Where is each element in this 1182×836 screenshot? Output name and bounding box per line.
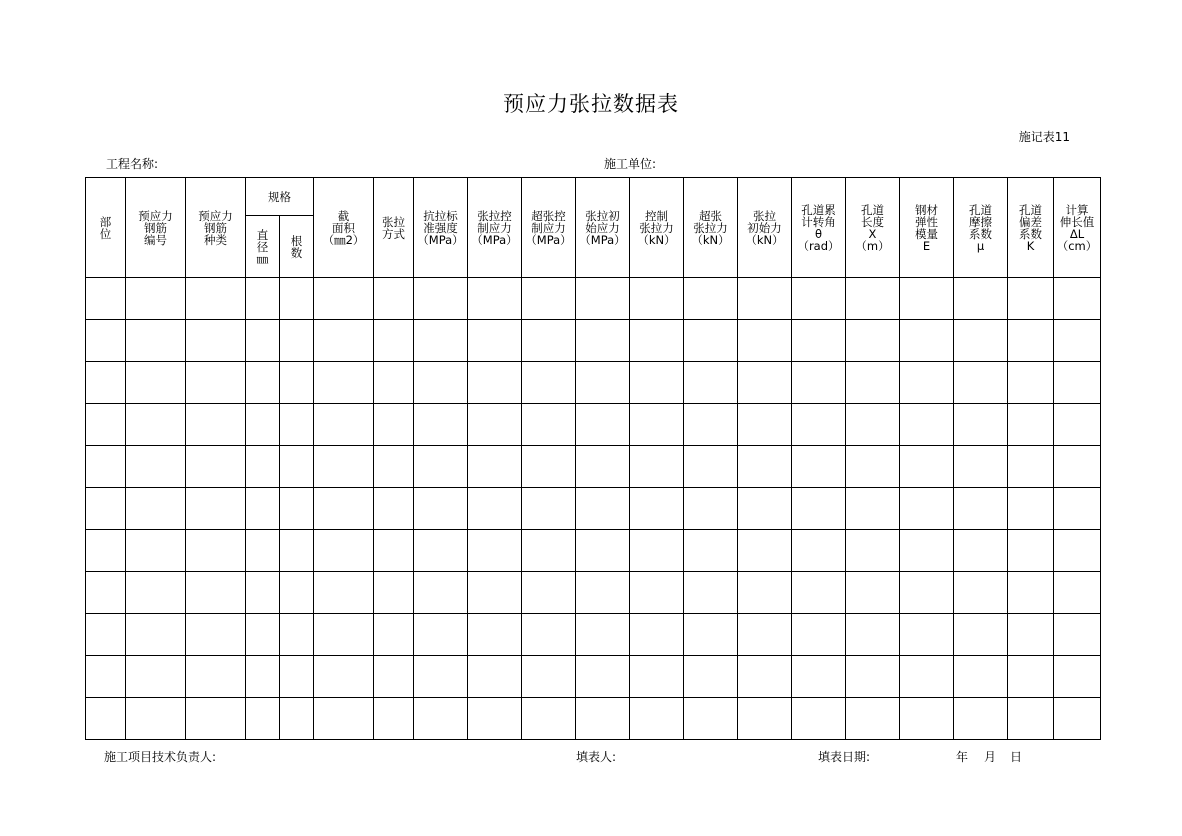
table-cell[interactable] (314, 278, 374, 320)
tech-lead-label: 施工项目技术负责人: (104, 750, 217, 764)
header-initial-stress: 张拉初 始应力 （MPa） (576, 178, 630, 278)
table-cell[interactable] (186, 278, 246, 320)
table-cell[interactable] (86, 320, 126, 362)
table-cell[interactable] (126, 572, 186, 614)
table-cell[interactable] (414, 362, 468, 404)
table-cell[interactable] (314, 446, 374, 488)
table-cell[interactable] (280, 572, 314, 614)
table-cell[interactable] (186, 404, 246, 446)
table-cell[interactable] (792, 320, 846, 362)
table-cell[interactable] (280, 656, 314, 698)
table-row (86, 446, 1101, 488)
table-cell[interactable] (738, 614, 792, 656)
table-cell[interactable] (246, 656, 280, 698)
table-cell[interactable] (846, 614, 900, 656)
table-cell[interactable] (1008, 698, 1054, 740)
date-month: 月 (984, 750, 997, 764)
table-cell[interactable] (280, 530, 314, 572)
table-cell[interactable] (126, 404, 186, 446)
table-cell[interactable] (522, 614, 576, 656)
table-cell[interactable] (900, 698, 954, 740)
table-cell[interactable] (738, 362, 792, 404)
table-cell[interactable] (846, 656, 900, 698)
table-cell[interactable] (684, 446, 738, 488)
table-cell[interactable] (522, 446, 576, 488)
table-cell[interactable] (900, 656, 954, 698)
table-cell[interactable] (314, 320, 374, 362)
table-cell[interactable] (86, 698, 126, 740)
table-cell[interactable] (86, 278, 126, 320)
table-cell[interactable] (126, 278, 186, 320)
table-cell[interactable] (792, 614, 846, 656)
table-cell[interactable] (1054, 320, 1101, 362)
table-cell[interactable] (468, 488, 522, 530)
date-day: 日 (1010, 750, 1023, 764)
table-cell[interactable] (954, 320, 1008, 362)
header-modulus: 钢材 弹性 模量 E (900, 178, 954, 278)
table-cell[interactable] (468, 698, 522, 740)
table-cell[interactable] (792, 530, 846, 572)
table-cell[interactable] (126, 530, 186, 572)
table-cell[interactable] (630, 656, 684, 698)
table-cell[interactable] (900, 614, 954, 656)
table-cell[interactable] (1008, 446, 1054, 488)
table-cell[interactable] (186, 698, 246, 740)
table-cell[interactable] (86, 404, 126, 446)
table-cell[interactable] (280, 614, 314, 656)
table-cell[interactable] (738, 446, 792, 488)
table-cell[interactable] (246, 278, 280, 320)
table-cell[interactable] (468, 320, 522, 362)
header-control-force: 控制 张拉力 （kN） (630, 178, 684, 278)
table-cell[interactable] (1008, 530, 1054, 572)
table-cell[interactable] (1054, 530, 1101, 572)
table-cell[interactable] (468, 362, 522, 404)
table-cell[interactable] (684, 614, 738, 656)
table-cell[interactable] (954, 404, 1008, 446)
table-cell[interactable] (684, 656, 738, 698)
table-cell[interactable] (630, 362, 684, 404)
header-deviation: 孔道 偏差 系数 K (1008, 178, 1054, 278)
header-friction: 孔道 摩擦 系数 μ (954, 178, 1008, 278)
table-cell[interactable] (280, 404, 314, 446)
table-cell[interactable] (314, 614, 374, 656)
table-cell[interactable] (468, 446, 522, 488)
table-cell[interactable] (846, 362, 900, 404)
table-cell[interactable] (126, 488, 186, 530)
table-cell[interactable] (374, 656, 414, 698)
construction-unit-label: 施工单位: (604, 157, 657, 171)
table-cell[interactable] (314, 404, 374, 446)
table-cell[interactable] (792, 278, 846, 320)
table-cell[interactable] (522, 404, 576, 446)
table-cell[interactable] (522, 320, 576, 362)
table-cell[interactable] (522, 278, 576, 320)
header-length: 孔道 长度 X （m） (846, 178, 900, 278)
table-cell[interactable] (738, 656, 792, 698)
table-cell[interactable] (86, 656, 126, 698)
table-cell[interactable] (126, 656, 186, 698)
table-cell[interactable] (576, 488, 630, 530)
fill-date-label: 填表日期: (818, 750, 871, 764)
table-cell[interactable] (738, 572, 792, 614)
table-cell[interactable] (86, 362, 126, 404)
table-row (86, 530, 1101, 572)
table-cell[interactable] (186, 614, 246, 656)
table-cell[interactable] (900, 488, 954, 530)
table-cell[interactable] (374, 614, 414, 656)
table-cell[interactable] (522, 488, 576, 530)
table-cell[interactable] (1054, 278, 1101, 320)
table-cell[interactable] (126, 614, 186, 656)
table-row (86, 404, 1101, 446)
table-cell[interactable] (1054, 488, 1101, 530)
table-cell[interactable] (414, 278, 468, 320)
header-spec: 规格 (246, 178, 314, 216)
table-cell[interactable] (374, 320, 414, 362)
table-cell[interactable] (684, 278, 738, 320)
table-cell[interactable] (414, 446, 468, 488)
table-cell[interactable] (684, 572, 738, 614)
table-cell[interactable] (1054, 404, 1101, 446)
header-control-stress: 张拉控 制应力 （MPa） (468, 178, 522, 278)
table-cell[interactable] (846, 278, 900, 320)
date-year: 年 (956, 750, 969, 764)
table-cell[interactable] (1054, 362, 1101, 404)
table-row (86, 698, 1101, 740)
form-number: 施记表11 (1018, 130, 1070, 144)
header-elongation: 计算 伸长值 ΔL （cm） (1054, 178, 1101, 278)
table-cell[interactable] (414, 404, 468, 446)
table-cell[interactable] (414, 488, 468, 530)
tension-data-table (85, 177, 1101, 740)
table-cell[interactable] (468, 278, 522, 320)
table-cell[interactable] (792, 404, 846, 446)
table-cell[interactable] (468, 656, 522, 698)
header-method: 张拉 方式 (374, 178, 414, 278)
table-cell[interactable] (738, 530, 792, 572)
header-angle: 孔道累 计转角 θ （rad） (792, 178, 846, 278)
table-cell[interactable] (900, 446, 954, 488)
table-cell[interactable] (846, 572, 900, 614)
table-cell[interactable] (280, 278, 314, 320)
table-cell[interactable] (738, 278, 792, 320)
table-cell[interactable] (900, 278, 954, 320)
table-cell[interactable] (522, 530, 576, 572)
table-cell[interactable] (1054, 446, 1101, 488)
table-cell[interactable] (468, 404, 522, 446)
table-cell[interactable] (1008, 614, 1054, 656)
table-cell[interactable] (126, 446, 186, 488)
table-cell[interactable] (846, 446, 900, 488)
table-cell[interactable] (522, 362, 576, 404)
table-cell[interactable] (684, 530, 738, 572)
table-cell[interactable] (954, 656, 1008, 698)
table-cell[interactable] (186, 362, 246, 404)
table-cell[interactable] (1008, 320, 1054, 362)
project-name-label: 工程名称: (106, 157, 159, 171)
table-cell[interactable] (630, 530, 684, 572)
table-cell[interactable] (576, 614, 630, 656)
table-cell[interactable] (86, 572, 126, 614)
table-cell[interactable] (374, 278, 414, 320)
table-cell[interactable] (186, 446, 246, 488)
table-cell[interactable] (954, 530, 1008, 572)
table-cell[interactable] (186, 488, 246, 530)
table-cell[interactable] (374, 362, 414, 404)
table-cell[interactable] (126, 698, 186, 740)
table-cell[interactable] (1054, 698, 1101, 740)
table-cell[interactable] (1008, 362, 1054, 404)
table-cell[interactable] (792, 656, 846, 698)
table-cell[interactable] (846, 320, 900, 362)
table-cell[interactable] (414, 320, 468, 362)
table-cell[interactable] (792, 488, 846, 530)
table-cell[interactable] (954, 572, 1008, 614)
table-row (86, 362, 1101, 404)
table-cell[interactable] (954, 362, 1008, 404)
header-count: 根 数 (280, 216, 314, 278)
table-row (86, 614, 1101, 656)
header-bar-type: 预应力 钢筋 种类 (186, 178, 246, 278)
table-cell[interactable] (314, 530, 374, 572)
table-cell[interactable] (684, 488, 738, 530)
table-cell[interactable] (738, 320, 792, 362)
table-cell[interactable] (314, 488, 374, 530)
table-cell[interactable] (792, 698, 846, 740)
table-cell[interactable] (630, 488, 684, 530)
table-cell[interactable] (954, 698, 1008, 740)
table-cell[interactable] (684, 362, 738, 404)
table-cell[interactable] (186, 320, 246, 362)
table-cell[interactable] (280, 488, 314, 530)
table-cell[interactable] (900, 572, 954, 614)
table-cell[interactable] (954, 488, 1008, 530)
header-over-control-stress: 超张控 制应力 （MPa） (522, 178, 576, 278)
table-cell[interactable] (186, 656, 246, 698)
table-cell[interactable] (126, 320, 186, 362)
table-cell[interactable] (684, 320, 738, 362)
table-cell[interactable] (86, 446, 126, 488)
table-row (86, 488, 1101, 530)
header-diameter: 直 径 ㎜ (246, 216, 280, 278)
table-cell[interactable] (684, 404, 738, 446)
table-cell[interactable] (576, 320, 630, 362)
table-cell[interactable] (280, 362, 314, 404)
table-cell[interactable] (374, 530, 414, 572)
table-cell[interactable] (576, 530, 630, 572)
table-cell[interactable] (576, 362, 630, 404)
header-location: 部 位 (86, 178, 126, 278)
table-cell[interactable] (86, 488, 126, 530)
table-cell[interactable] (522, 656, 576, 698)
table-cell[interactable] (576, 446, 630, 488)
table-row (86, 572, 1101, 614)
table-cell[interactable] (684, 698, 738, 740)
table-cell[interactable] (1008, 572, 1054, 614)
table-cell[interactable] (414, 656, 468, 698)
table-cell[interactable] (126, 362, 186, 404)
table-cell[interactable] (576, 572, 630, 614)
table-cell[interactable] (314, 362, 374, 404)
table-row (86, 320, 1101, 362)
table-cell[interactable] (414, 698, 468, 740)
table-cell[interactable] (1054, 656, 1101, 698)
table-cell[interactable] (900, 530, 954, 572)
table-cell[interactable] (630, 698, 684, 740)
header-row-1 (86, 178, 1101, 216)
table-cell[interactable] (576, 404, 630, 446)
table-cell[interactable] (246, 530, 280, 572)
table-cell[interactable] (414, 572, 468, 614)
table-cell[interactable] (374, 446, 414, 488)
table-cell[interactable] (468, 572, 522, 614)
table-cell[interactable] (630, 404, 684, 446)
table-cell[interactable] (414, 614, 468, 656)
table-cell[interactable] (846, 698, 900, 740)
table-cell[interactable] (522, 698, 576, 740)
table-cell[interactable] (468, 530, 522, 572)
table-cell[interactable] (374, 488, 414, 530)
header-bar-number: 预应力 钢筋 编号 (126, 178, 186, 278)
table-cell[interactable] (186, 572, 246, 614)
table-cell[interactable] (954, 278, 1008, 320)
table-cell[interactable] (280, 446, 314, 488)
table-row (86, 656, 1101, 698)
table-cell[interactable] (374, 404, 414, 446)
table-cell[interactable] (846, 488, 900, 530)
table-cell[interactable] (954, 446, 1008, 488)
table-cell[interactable] (900, 362, 954, 404)
header-tensile-strength: 抗拉标 准强度 （MPa） (414, 178, 468, 278)
table-cell[interactable] (738, 698, 792, 740)
table-cell[interactable] (1008, 656, 1054, 698)
table-cell[interactable] (630, 572, 684, 614)
table-cell[interactable] (630, 320, 684, 362)
table-cell[interactable] (630, 278, 684, 320)
table-cell[interactable] (630, 614, 684, 656)
table-cell[interactable] (280, 698, 314, 740)
table-cell[interactable] (246, 320, 280, 362)
table-cell[interactable] (576, 698, 630, 740)
table-cell[interactable] (280, 320, 314, 362)
table-cell[interactable] (792, 446, 846, 488)
table-cell[interactable] (954, 614, 1008, 656)
table-cell[interactable] (792, 572, 846, 614)
table-cell[interactable] (846, 530, 900, 572)
table-cell[interactable] (900, 404, 954, 446)
table-cell[interactable] (630, 446, 684, 488)
table-cell[interactable] (792, 362, 846, 404)
table-cell[interactable] (468, 614, 522, 656)
table-cell[interactable] (314, 572, 374, 614)
table-cell[interactable] (374, 572, 414, 614)
header-initial-force: 张拉 初始力 （kN） (738, 178, 792, 278)
table-cell[interactable] (246, 614, 280, 656)
filler-label: 填表人: (576, 750, 617, 764)
table-cell[interactable] (246, 446, 280, 488)
table-cell[interactable] (246, 572, 280, 614)
table-cell[interactable] (1054, 614, 1101, 656)
table-cell[interactable] (374, 698, 414, 740)
table-cell[interactable] (738, 404, 792, 446)
table-cell[interactable] (900, 320, 954, 362)
table-cell[interactable] (846, 404, 900, 446)
header-over-force: 超张 张拉力 （kN） (684, 178, 738, 278)
table-cell[interactable] (314, 698, 374, 740)
table-row (86, 278, 1101, 320)
table-cell[interactable] (576, 656, 630, 698)
table-cell[interactable] (246, 362, 280, 404)
table-cell[interactable] (1008, 404, 1054, 446)
table-cell[interactable] (738, 488, 792, 530)
table-cell[interactable] (86, 530, 126, 572)
table-cell[interactable] (186, 530, 246, 572)
table-cell[interactable] (246, 698, 280, 740)
table-cell[interactable] (522, 572, 576, 614)
page-title: 预应力张拉数据表 (503, 92, 679, 116)
table-cell[interactable] (86, 614, 126, 656)
table-cell[interactable] (576, 278, 630, 320)
table-cell[interactable] (414, 530, 468, 572)
table-cell[interactable] (246, 488, 280, 530)
table-cell[interactable] (246, 404, 280, 446)
header-area: 截 面积 （㎜2） (314, 178, 374, 278)
table-cell[interactable] (314, 656, 374, 698)
table-cell[interactable] (1008, 278, 1054, 320)
table-cell[interactable] (1054, 572, 1101, 614)
table-cell[interactable] (1008, 488, 1054, 530)
